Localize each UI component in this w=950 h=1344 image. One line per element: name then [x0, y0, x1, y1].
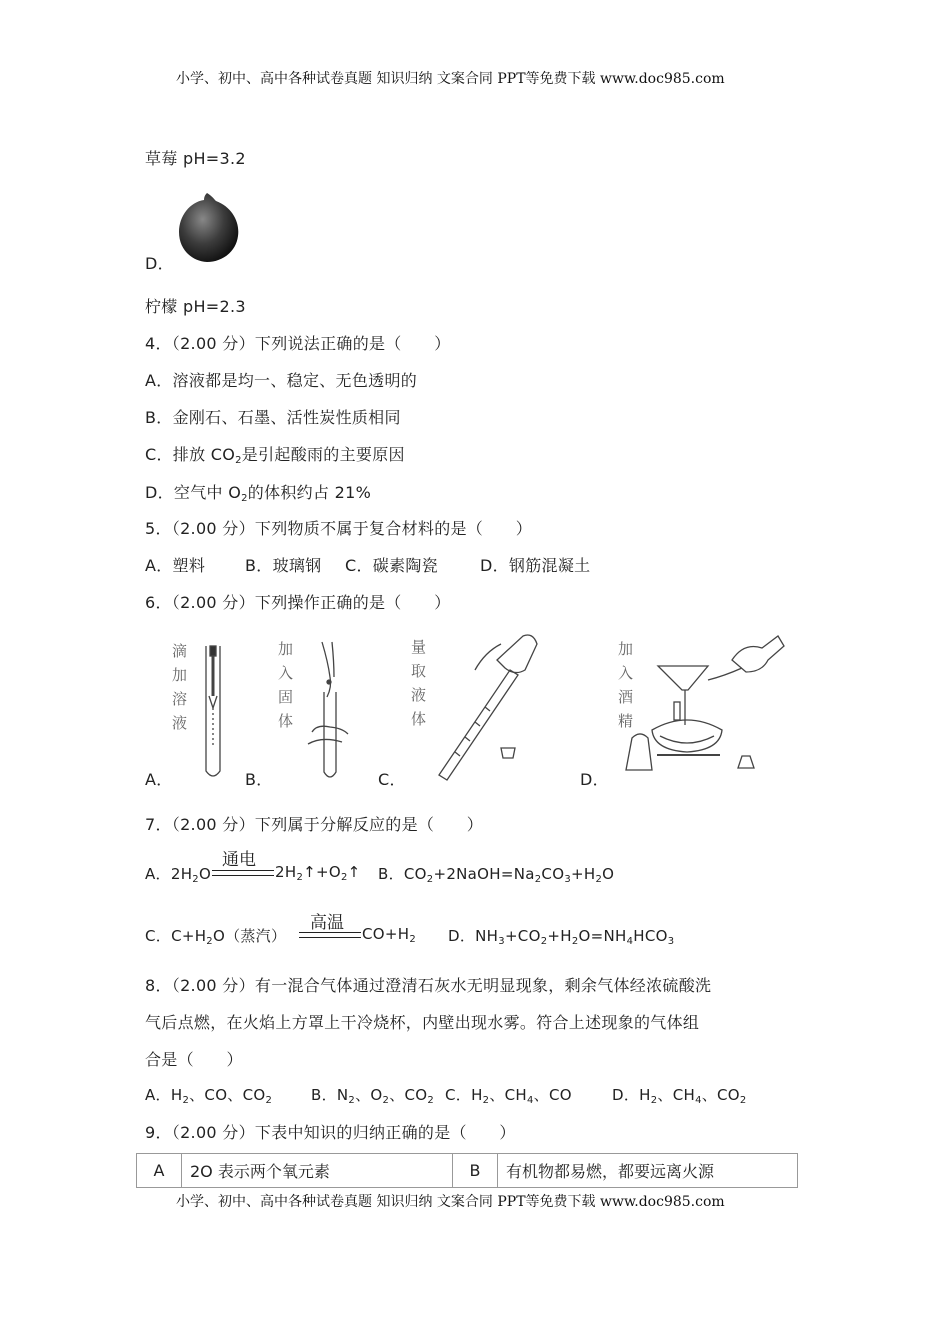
- q9-stem: 9．（2.00 分）下表中知识的归纳正确的是（ ）: [145, 1123, 516, 1142]
- table-row: [137, 1154, 798, 1188]
- lemon-image: [176, 190, 242, 264]
- q7-c-condition: 高温: [310, 913, 344, 933]
- q7-a-condition: 通电: [222, 850, 256, 870]
- q4-option-d: D．空气中 $O_2$的体积约占 21%: [145, 483, 372, 504]
- q7-stem: 7．（2.00 分）下列属于分解反应的是（ ）: [145, 815, 484, 834]
- q6-option-b: B．: [245, 770, 273, 789]
- figure-b-char-4: 体: [278, 712, 294, 730]
- q7-option-b: B．$CO_2+2NaOH=Na_2CO_3+H_2O$: [378, 865, 615, 885]
- q8-stem-line-3: 合是（ ）: [145, 1050, 243, 1069]
- q7-option-c-right: $CO+H_2$: [362, 925, 416, 945]
- q5-stem: 5．（2.00 分）下列物质不属于复合材料的是（ ）: [145, 519, 532, 538]
- figure-c-char-3: 液: [411, 686, 427, 704]
- q7-option-d: D．$NH_3+CO_2+H_2O=NH_4HCO_3$: [448, 927, 675, 947]
- figure-drop-solution: [168, 636, 238, 784]
- figure-d-char-4: 精: [618, 712, 634, 730]
- q7-option-a-left: A．$2H_2O$: [145, 865, 212, 885]
- lemon-label: 柠檬 pH=2.3: [145, 297, 246, 316]
- q6-option-c: C．: [378, 770, 406, 789]
- figure-a-char-2: 加: [172, 666, 188, 684]
- q6-option-a: A．: [145, 770, 173, 789]
- page-header: 小学、初中、高中各种试卷真题 知识归纳 文案合同 PPT等免费下载 www.doc985.com: [176, 71, 725, 87]
- figure-c-char-1: 量: [411, 638, 427, 656]
- q4-option-a: A．溶液都是均一、稳定、无色透明的: [145, 371, 418, 390]
- q5-option-b: B．玻璃钢: [245, 556, 322, 575]
- option-d-label: D．: [145, 254, 174, 273]
- figure-b-char-1: 加: [278, 640, 294, 658]
- figure-d-char-2: 入: [618, 664, 634, 682]
- figure-b-char-2: 入: [278, 664, 294, 682]
- figure-c-char-4: 体: [411, 710, 427, 728]
- q8-option-b: B．$N_2$、$O_2$、$CO_2$: [311, 1086, 435, 1106]
- q7-a-equals-sign: [212, 870, 274, 876]
- q4-option-c: C．排放 $CO_2$是引起酸雨的主要原因: [145, 445, 405, 466]
- q4-option-b: B．金刚石、石墨、活性炭性质相同: [145, 408, 401, 427]
- q6-stem: 6．（2.00 分）下列操作正确的是（ ）: [145, 593, 451, 612]
- q7-c-equals-sign: [299, 932, 361, 938]
- q9-knowledge-table: [136, 1153, 798, 1188]
- figure-a-char-1: 滴: [172, 642, 188, 660]
- q5-option-a: A．塑料: [145, 556, 206, 575]
- figure-measure-liquid: [405, 630, 545, 782]
- page-footer: 小学、初中、高中各种试卷真题 知识归纳 文案合同 PPT等免费下载 www.doc985.com: [176, 1194, 725, 1210]
- table-cell-value-b: 有机物都易燃，都要远离火源: [498, 1154, 798, 1188]
- q8-option-d: D．$H_2$、$CH_4$、$CO_2$: [612, 1086, 747, 1106]
- figure-a-char-4: 液: [172, 714, 188, 732]
- figure-d-char-1: 加: [618, 640, 634, 658]
- figure-a-char-3: 溶: [172, 690, 188, 708]
- q8-option-a: A．$H_2$、CO、$CO_2$: [145, 1086, 273, 1106]
- figure-add-alcohol: [612, 630, 792, 782]
- q4-stem: 4．（2.00 分）下列说法正确的是（ ）: [145, 334, 451, 353]
- q8-stem-line-1: 8．（2.00 分）有一混合气体通过澄清石灰水无明显现象，剩余气体经浓硫酸洗: [145, 976, 712, 995]
- figure-b-char-3: 固: [278, 688, 294, 706]
- q8-option-c: C．$H_2$、$CH_4$、CO: [445, 1086, 572, 1106]
- q6-option-d: D．: [580, 770, 609, 789]
- q8-stem-line-2: 气后点燃，在火焰上方罩上干冷烧杯，内壁出现水雾。符合上述现象的气体组: [145, 1013, 700, 1032]
- q7-option-c-left: C．$C+H_2O$（蒸汽）: [145, 927, 287, 947]
- figure-c-char-2: 取: [411, 662, 427, 680]
- table-cell-value-a: 2O 表示两个氧元素: [182, 1154, 453, 1188]
- q5-option-c: C．碳素陶瓷: [345, 556, 438, 575]
- figure-d-char-3: 酒: [618, 688, 634, 706]
- table-cell-key-a: A: [137, 1154, 182, 1188]
- q7-option-a-right: $2H_2↑+O_2↑$: [275, 863, 361, 883]
- table-cell-key-b: B: [453, 1154, 498, 1188]
- figure-add-solid: [272, 632, 362, 782]
- q5-option-d: D．钢筋混凝土: [480, 556, 591, 575]
- strawberry-label: 草莓 pH=3.2: [145, 149, 246, 168]
